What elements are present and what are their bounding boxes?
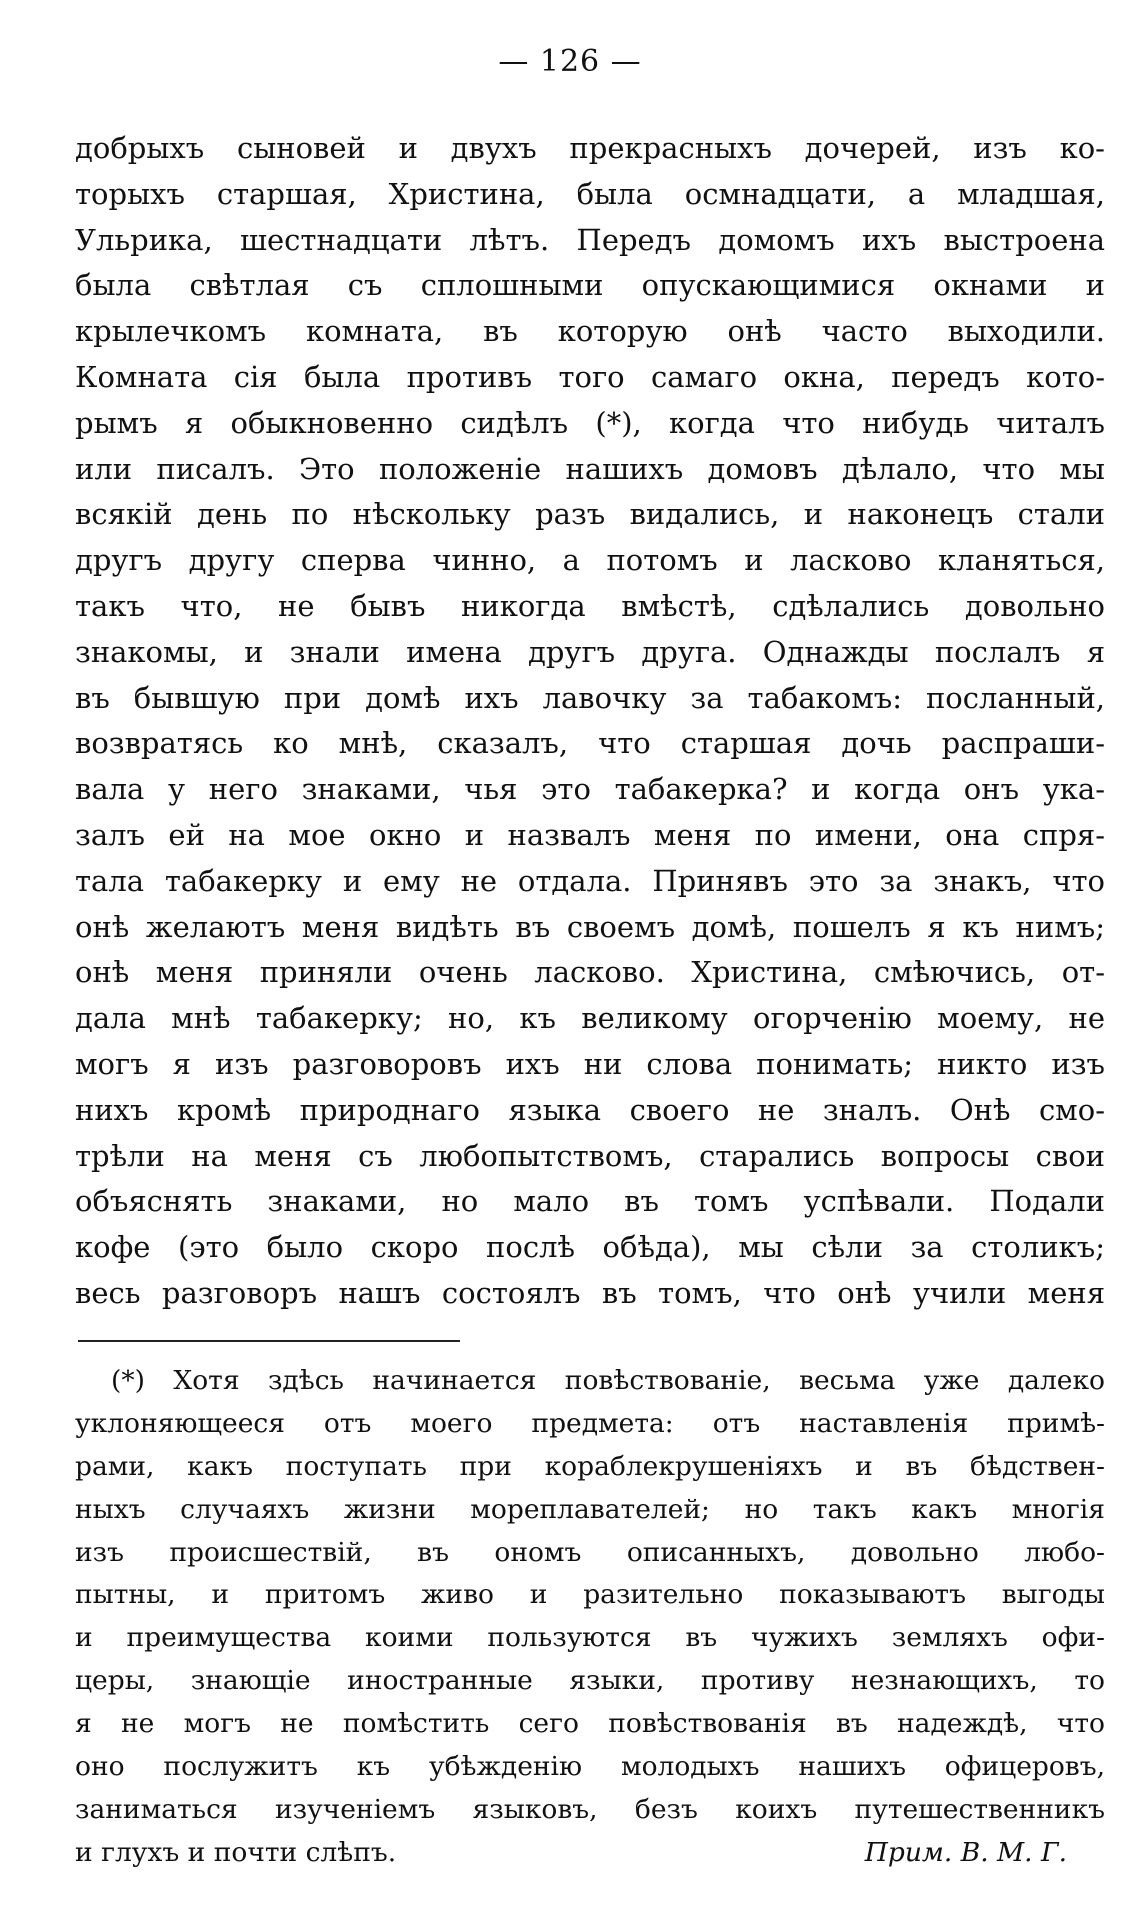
- text-line: добрыхъ сыновей и двухъ прекрасныхъ дочерей, изъ ко-: [75, 131, 1105, 165]
- footnote-line: (*) Хотя здѣсь начинается повѣствованіе, весьма уже далеко: [111, 1365, 1105, 1396]
- footnote-line: оно послужитъ къ убѣжденію молодыхъ нашихъ офицеровъ,: [75, 1751, 1105, 1783]
- text-line: трѣли на меня съ любопытствомъ, старались вопросы свои: [75, 1138, 1105, 1173]
- footnote-signature: Прим. В. М. Г.: [864, 1836, 1067, 1868]
- footnote-divider: [78, 1340, 460, 1342]
- text-line: онѣ желаютъ меня видѣть въ своемъ домѣ, пошелъ я къ нимъ;: [75, 909, 1105, 944]
- text-line: нихъ кромѣ природнаго языка своего не зналъ. Онѣ смо-: [75, 1092, 1105, 1127]
- footnote-line: ныхъ случаяхъ жизни мореплавателей; но такъ какъ многія: [75, 1493, 1105, 1525]
- text-line: такъ что, не бывъ никогда вмѣстѣ, сдѣлались довольно: [75, 588, 1105, 623]
- text-line: возвратясь ко мнѣ, сказалъ, что старшая дочь распраши-: [75, 726, 1105, 761]
- text-line: другъ другу сперва чинно, а потомъ и ласково кланяться,: [75, 543, 1105, 578]
- text-line: объяснять знаками, но мало въ томъ успѣвали. Подали: [75, 1184, 1105, 1219]
- footnote-line: рами, какъ поступать при кораблекрушеніяхъ и въ бѣдствен-: [75, 1450, 1105, 1482]
- text-line: могъ я изъ разговоровъ ихъ ни слова понимать; никто изъ: [75, 1046, 1105, 1081]
- text-line: или писалъ. Это положеніе нашихъ домовъ дѣлало, что мы: [75, 451, 1105, 486]
- text-line: рымъ я обыкновенно сидѣлъ (*), когда что нибудь читалъ: [75, 405, 1105, 440]
- text-line: Комната сія была противъ того самаго окна, передъ кото-: [75, 359, 1105, 394]
- footnote: [75, 1360, 1105, 1875]
- text-line: всякій день по нѣскольку разъ видались, и наконецъ стали: [75, 497, 1105, 532]
- footnote-line: заниматься изученіемъ языковъ, безъ коихъ путешественникъ: [75, 1793, 1105, 1825]
- text-line: Ульрика, шестнадцати лѣтъ. Передъ домомъ ихъ выстроена: [75, 222, 1105, 257]
- footnote-line: церы, знающіе иностранные языки, противу незнающихъ, то: [75, 1665, 1105, 1697]
- text-line: кофе (это было скоро послѣ обѣда), мы сѣли за столикъ;: [75, 1230, 1105, 1265]
- footnote-line: я не могъ не помѣстить сего повѣствованія въ надеждѣ, что: [75, 1708, 1105, 1740]
- footnote-final-line: [75, 1832, 1105, 1875]
- text-line: крылечкомъ комната, въ которую онѣ часто выходили.: [75, 314, 1105, 349]
- text-line: торыхъ старшая, Христина, была осмнадцати, а младшая,: [75, 176, 1105, 211]
- text-line: вала у него знаками, чья это табакерка? и когда онъ ука-: [75, 772, 1105, 807]
- footnote-line: уклоняющееся отъ моего предмета: отъ наставленія примѣ-: [75, 1407, 1105, 1439]
- footnote-line: и глухъ и почти слѣпъ.: [75, 1836, 397, 1868]
- text-line: въ бывшую при домѣ ихъ лавочку за табакомъ: посланный,: [75, 680, 1105, 715]
- main-text-body: [75, 126, 1105, 1317]
- page-number: — 126 —: [498, 44, 642, 79]
- text-line: знакомы, и знали имена другъ друга. Однажды послалъ я: [75, 634, 1105, 669]
- text-line: весь разговоръ нашъ состоялъ въ томъ, что онѣ учили меня: [75, 1275, 1105, 1310]
- text-line: была свѣтлая съ сплошными опускающимися окнами и: [75, 268, 1105, 303]
- footnote-line: и преимущества коими пользуются въ чужихъ земляхъ офи-: [75, 1622, 1105, 1654]
- text-line: дала мнѣ табакерку; но, къ великому огорченію моему, не: [75, 1001, 1105, 1036]
- footnote-line: пытны, и притомъ живо и разительно показываютъ выгоды: [75, 1579, 1105, 1611]
- text-line: онѣ меня приняли очень ласково. Христина, смѣючись, от-: [75, 955, 1105, 990]
- footnote-line: изъ происшествій, въ ономъ описанныхъ, довольно любо-: [75, 1536, 1105, 1568]
- text-line: залъ ей на мое окно и назвалъ меня по имени, она спря-: [75, 817, 1105, 852]
- text-line: тала табакерку и ему не отдала. Принявъ это за знакъ, что: [75, 863, 1105, 898]
